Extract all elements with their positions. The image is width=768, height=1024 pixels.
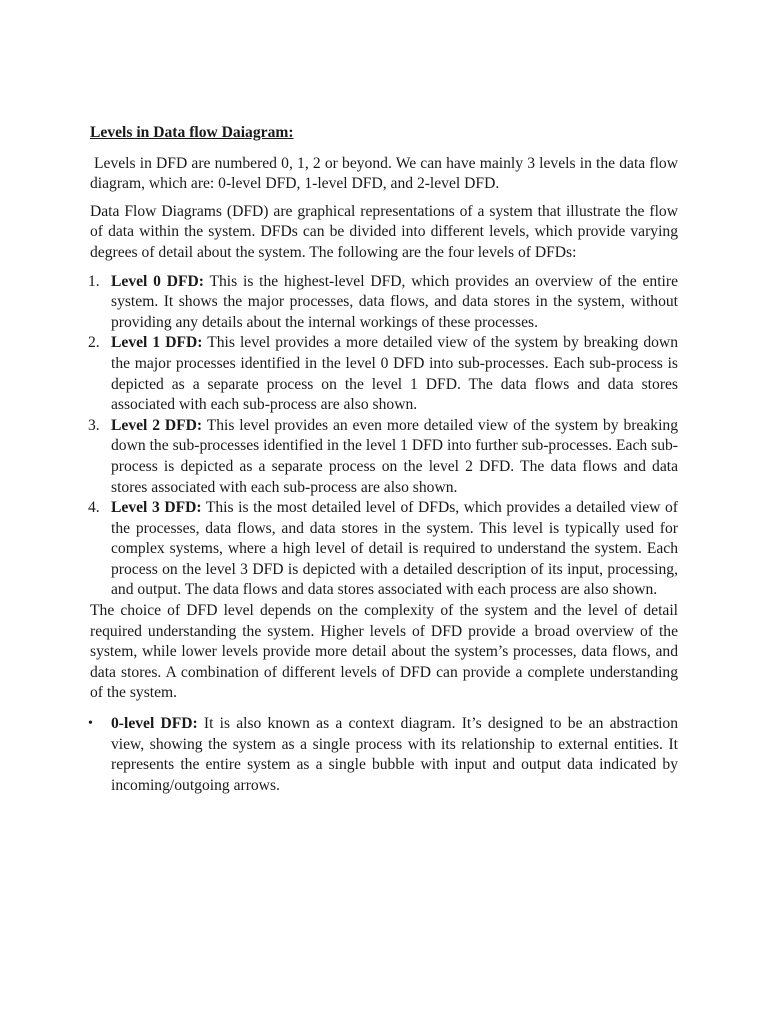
list-number: 3. <box>88 416 100 434</box>
list-number: 2. <box>88 334 100 352</box>
list-item <box>90 416 678 498</box>
bullet-description: It is also known as a context diagram. It’s designed to be an abstraction view, showing the system as a single process with its relationship to external entities. It represents the entire system as a single bubble with input and output data indicated by incoming/outgoing arrows. <box>111 715 678 794</box>
dfd-levels-list <box>90 272 678 602</box>
document-page <box>90 123 678 796</box>
level-description: This is the highest-level DFD, which provides an overview of the entire system. It shows the major processes, data flows, and data stores in the system, without providing any details about the internal workings of these processes. <box>111 272 678 331</box>
overview-paragraph: Data Flow Diagrams (DFD) are graphical representations of a system that illustrate the flow of data within the system. DFDs can be divided into different levels, which provide varying degrees of detail about the system. The following are the four levels of DFDs: <box>90 202 678 261</box>
list-item <box>90 333 678 415</box>
list-number: 1. <box>88 272 100 290</box>
list-item <box>90 714 678 796</box>
list-item <box>90 498 678 601</box>
bullet-list <box>90 714 678 796</box>
bullet-marker: • <box>88 716 93 732</box>
intro-paragraph: Levels in DFD are numbered 0, 1, 2 or beyond. We can have mainly 3 levels in the data flow diagram, which are: 0-level DFD, 1-level DFD, and 2-level DFD. <box>90 154 678 193</box>
level-description: This is the most detailed level of DFDs, which provides a detailed view of the processes, data flows, and data stores in the system. This level is typically used for complex systems, where a high level of detail is required to understand the system. Each process on the level 3 DFD is depicted with a detailed description of its input, processing, and output. The data flows and data stores associated with each process are also shown. <box>111 499 678 599</box>
list-number: 4. <box>88 499 100 517</box>
list-item <box>90 272 678 334</box>
bullet-term: 0-level DFD: <box>111 715 198 733</box>
level-description: This level provides a more detailed view of the system by breaking down the major processes identified in the level 0 DFD into sub-processes. Each sub-process is depicted as a separate process on the level 1 DFD. The data flows and data stores associated with each sub-process are also shown. <box>111 334 678 414</box>
section-heading: Levels in Data flow Daiagram: <box>90 124 294 141</box>
level-description: This level provides an even more detailed view of the system by breaking down the sub-processes identified in the level 1 DFD into further sub-processes. Each sub-process is depicted as a separate process on the level 2 DFD. The data flows and data stores associated with each sub-process are also shown. <box>111 416 678 496</box>
closing-paragraph: The choice of DFD level depends on the complexity of the system and the level of detail required understanding the system. Higher levels of DFD provide a broad overview of the system, while lower levels provide more detail about the system’s processes, data flows, and data stores. A combination of different levels of DFD can provide a complete understanding of the system. <box>90 602 678 702</box>
level-term: Level 2 DFD: <box>111 416 203 434</box>
level-term: Level 3 DFD: <box>111 499 202 517</box>
level-term: Level 0 DFD: <box>111 272 204 290</box>
level-term: Level 1 DFD: <box>111 334 203 352</box>
